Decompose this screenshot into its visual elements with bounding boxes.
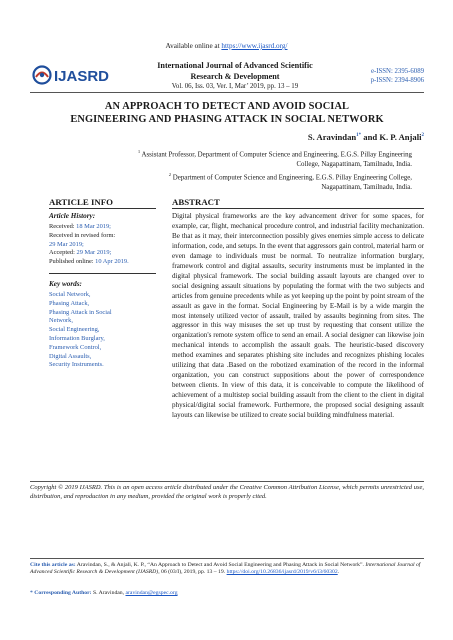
availability-line: [0, 42, 453, 50]
author-2: K. P. Anjali: [379, 132, 422, 142]
article-info-column: [49, 208, 156, 370]
affiliation-2-mark: 2: [168, 172, 172, 177]
abstract-heading: ABSTRACT: [172, 197, 220, 207]
journal-name-line1: International Journal of Advanced Scientific: [157, 61, 313, 70]
author-1: S. Aravindan: [307, 132, 357, 142]
citation-rest: , 06 (03/I), 2019, pp. 13 – 19.: [158, 569, 227, 576]
affiliation-1-line2: College, Nagapattinam, Tamilnadu, India.: [296, 160, 412, 168]
history-item: Published online: 10 Apr 2019.: [49, 258, 129, 266]
doi-link[interactable]: https://doi.org/10.26836/ijasrd/2019/v6/i3/60302: [226, 569, 338, 576]
corresponding-email-link[interactable]: aravindan@egspec.org: [125, 590, 178, 596]
history-item: Received in revised form:: [49, 231, 116, 239]
eissn: e-ISSN: 2395-6089: [370, 68, 424, 75]
issn-block: [342, 67, 424, 85]
abstract-text: Digital physical frameworks are the key advancement driver for some spaces, for example, car, flight, mechanical procedure control, and industrial facility mechanization. Be that as it may, their interconnection possibly gives enemies simple access to delicate information, code, and setups. In the event that aggressors gain control, material harm or even damage to individuals must be normal. To neutralize information burglary, framework control and digital assaults, security instruments must be implanted in the digital physical framework. The social building assault layouts are changed over to social designing assault situations by populating the format with the two subjects and articles from genuine precedents while as yet keeping up the point by point stream of the assault as gave in the format. Social Engineering by E-Mail is by a wide margin the most intensely utilized vector of assault, trailed by assaults beginning from sites. The aggressor in this way misuses the set up trust by requesting that consent utilize the organization's remote system office to send an email. A social designer can likewise join mechanical intends to accomplish the assault goals. The heuristic-based discovery method examines and separates phishing site includes and recognizes phishing locales utilizing that data .Based on the robotized examination of the record in the informal organization, you can construct suppositions about the power of correspondence between clients. In view of this data, it is conceivable to compute the likelihood of achievement of a multistep social building assault from the client to the client in digital physical/digital social framework. Furthermore, the proposed social designing assault layouts can likewise be utilized to create social building mindfulness material.: [172, 212, 424, 420]
title-line2: ENGINEERING AND PHASING ATTACK IN SOCIAL NETWORK: [70, 114, 384, 125]
corresponding-author: [30, 590, 424, 596]
authors: [30, 132, 424, 142]
history-item: Received: 18 Mar 2019;: [49, 223, 111, 230]
affiliation-1: [30, 147, 412, 169]
availability-prefix: Available online at: [165, 42, 222, 50]
journal-website-link[interactable]: https://www.ijasrd.org/: [221, 42, 288, 50]
title-line1: AN APPROACH TO DETECT AND AVOID SOCIAL: [104, 101, 350, 112]
journal-name-line2: Research & Development: [190, 72, 280, 81]
keyword: Social Network,: [49, 290, 91, 298]
affiliation-2-line1: Department of Computer Science and Engineering, E.G.S. Pillay Engineering College,: [172, 174, 412, 182]
logo-text: IJASRD: [54, 68, 110, 85]
keyword: Information Burglary,: [49, 334, 105, 342]
citation-label: Cite this article as:: [30, 562, 76, 568]
affiliation-1-mark: 1: [137, 149, 141, 154]
history-heading: Article History:: [49, 212, 96, 220]
citation-text: Aravindan, S., & Anjali, K. P., “An Approach to Detect and Avoid Social Engineering and Phasing Attack in Social Network”.: [75, 562, 366, 568]
corresponding-label: * Corresponding Author:: [30, 590, 92, 596]
keyword: Phasing Attack,: [49, 299, 90, 307]
header-divider: [30, 92, 424, 93]
keywords-heading: Key words:: [49, 279, 82, 288]
citation-journal: International Journal of Advanced Scientific Research & Development (IJASRD): [30, 562, 421, 576]
keyword: Phasing Attack in Social: [49, 308, 112, 316]
abstract-underline: [172, 208, 424, 209]
pissn: p-ISSN: 2394-8906: [370, 77, 424, 84]
journal-name-block: [120, 60, 350, 90]
history-item: Accepted: 29 Mar 2019;: [49, 249, 112, 257]
keyword: Network,: [49, 317, 73, 325]
abstract-bottom-divider: [30, 481, 424, 482]
footer-divider: [30, 558, 424, 559]
author-join: and: [361, 132, 380, 142]
journal-logo: [32, 64, 132, 86]
author-1-marks: 1*: [356, 133, 362, 139]
history-item: 29 Mar 2019;: [49, 240, 84, 248]
copyright-notice: Copyright © 2019 IJASRD. This is an open access article distributed under the Creative Common Attribution License, which permits unrestricted use, distribution, and reproduction in any medium, provided the original work is properly cited.: [30, 484, 424, 500]
affiliation-2-line2: Nagapattinam, Tamilnadu, India.: [321, 183, 412, 191]
keyword: Social Engineering,: [49, 326, 100, 334]
keyword: Security Instruments.: [49, 361, 104, 369]
paper-title: [30, 100, 424, 126]
corresponding-text: S. Aravindan,: [91, 590, 126, 596]
author-2-marks: 2: [421, 133, 424, 139]
article-history: [49, 223, 156, 267]
history-divider: [49, 273, 156, 274]
citation-block: Cite this article as: Aravindan, S., & Anjali, K. P., “An Approach to Detect and Avoid Social Engineering and Phasing Attack in Social Network”. International Journal of Advanced Scientific Research & Development (IJASRD), 06 (03/I), 2019, pp. 13 – 19. https://doi.org/10.26836/ijasrd/2019/v6/i3/60302.: [30, 562, 421, 576]
article-info-heading: ARTICLE INFO: [49, 197, 113, 207]
keyword: Digital Assaults,: [49, 352, 92, 360]
volume-info: Vol. 06, Iss. 03, Ver. I, Mar’ 2019, pp. 13 – 19: [171, 83, 299, 90]
affiliation-2: [30, 170, 412, 192]
keyword: Framework Control,: [49, 343, 102, 351]
keywords-list: [49, 291, 156, 370]
affiliation-1-line1: Assistant Professor, Department of Computer Science and Engineering, E.G.S. Pillay Engineering: [141, 151, 412, 159]
